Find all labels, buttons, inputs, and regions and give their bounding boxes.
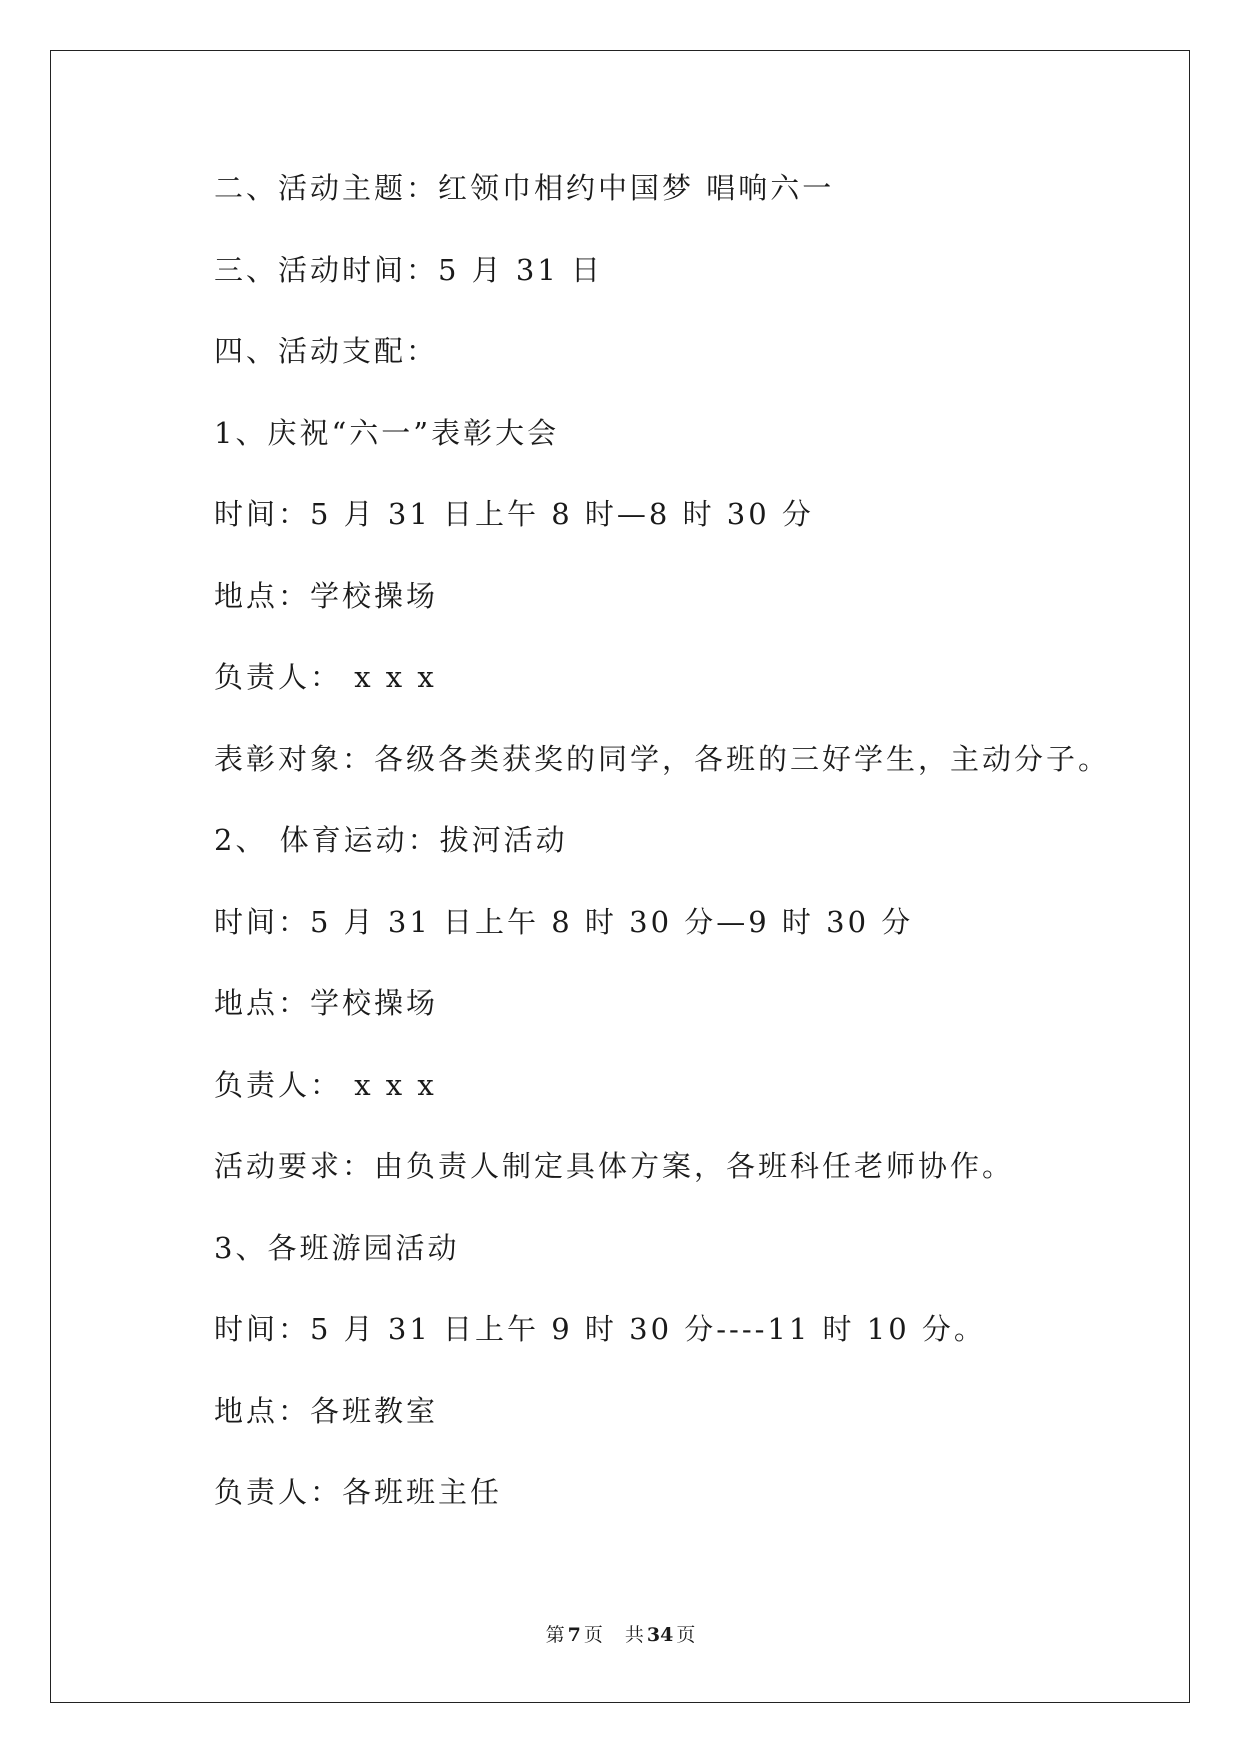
- text-line: 三、活动时间：5 月 31 日: [214, 252, 604, 287]
- page-suffix: 页: [583, 1624, 603, 1646]
- document-body: [214, 166, 1114, 1552]
- text-line: 负责人： x x x: [214, 660, 437, 694]
- total-prefix: 共: [624, 1624, 644, 1646]
- text-line: 3、各班游园活动: [214, 1230, 460, 1265]
- page-footer: [0, 1620, 1241, 1647]
- page-prefix: 第: [545, 1624, 565, 1646]
- text-line: 1、庆祝“六一”表彰大会: [214, 415, 560, 450]
- text-line: 负责人： x x x: [214, 1067, 437, 1102]
- text-line: 地点：学校操场: [214, 986, 439, 1020]
- text-line: 时间：5 月 31 日上午 9 时 30 分----11 时 10 分。: [214, 1312, 986, 1346]
- text-line: 2、 体育运动：拔河活动: [214, 823, 568, 857]
- text-line: 时间：5 月 31 日上午 8 时 30 分—9 时 30 分: [214, 904, 914, 939]
- text-line: 时间：5 月 31 日上午 8 时—8 时 30 分: [214, 497, 814, 531]
- total-pages: 34: [646, 1624, 674, 1646]
- text-line: 二、活动主题：红领巾相约中国梦 唱响六一: [214, 171, 835, 205]
- text-line: 活动要求：由负责人制定具体方案，各班科任老师协作。: [214, 1149, 1015, 1183]
- page-number: 7: [567, 1624, 581, 1646]
- text-line: 表彰对象：各级各类获奖的同学，各班的三好学生，主动分子。: [214, 741, 1111, 776]
- total-suffix: 页: [676, 1624, 696, 1646]
- text-line: 四、活动支配：: [214, 334, 439, 368]
- text-line: 地点：各班教室: [214, 1393, 439, 1428]
- text-line: 负责人：各班班主任: [214, 1475, 503, 1509]
- text-line: 地点：学校操场: [214, 578, 439, 613]
